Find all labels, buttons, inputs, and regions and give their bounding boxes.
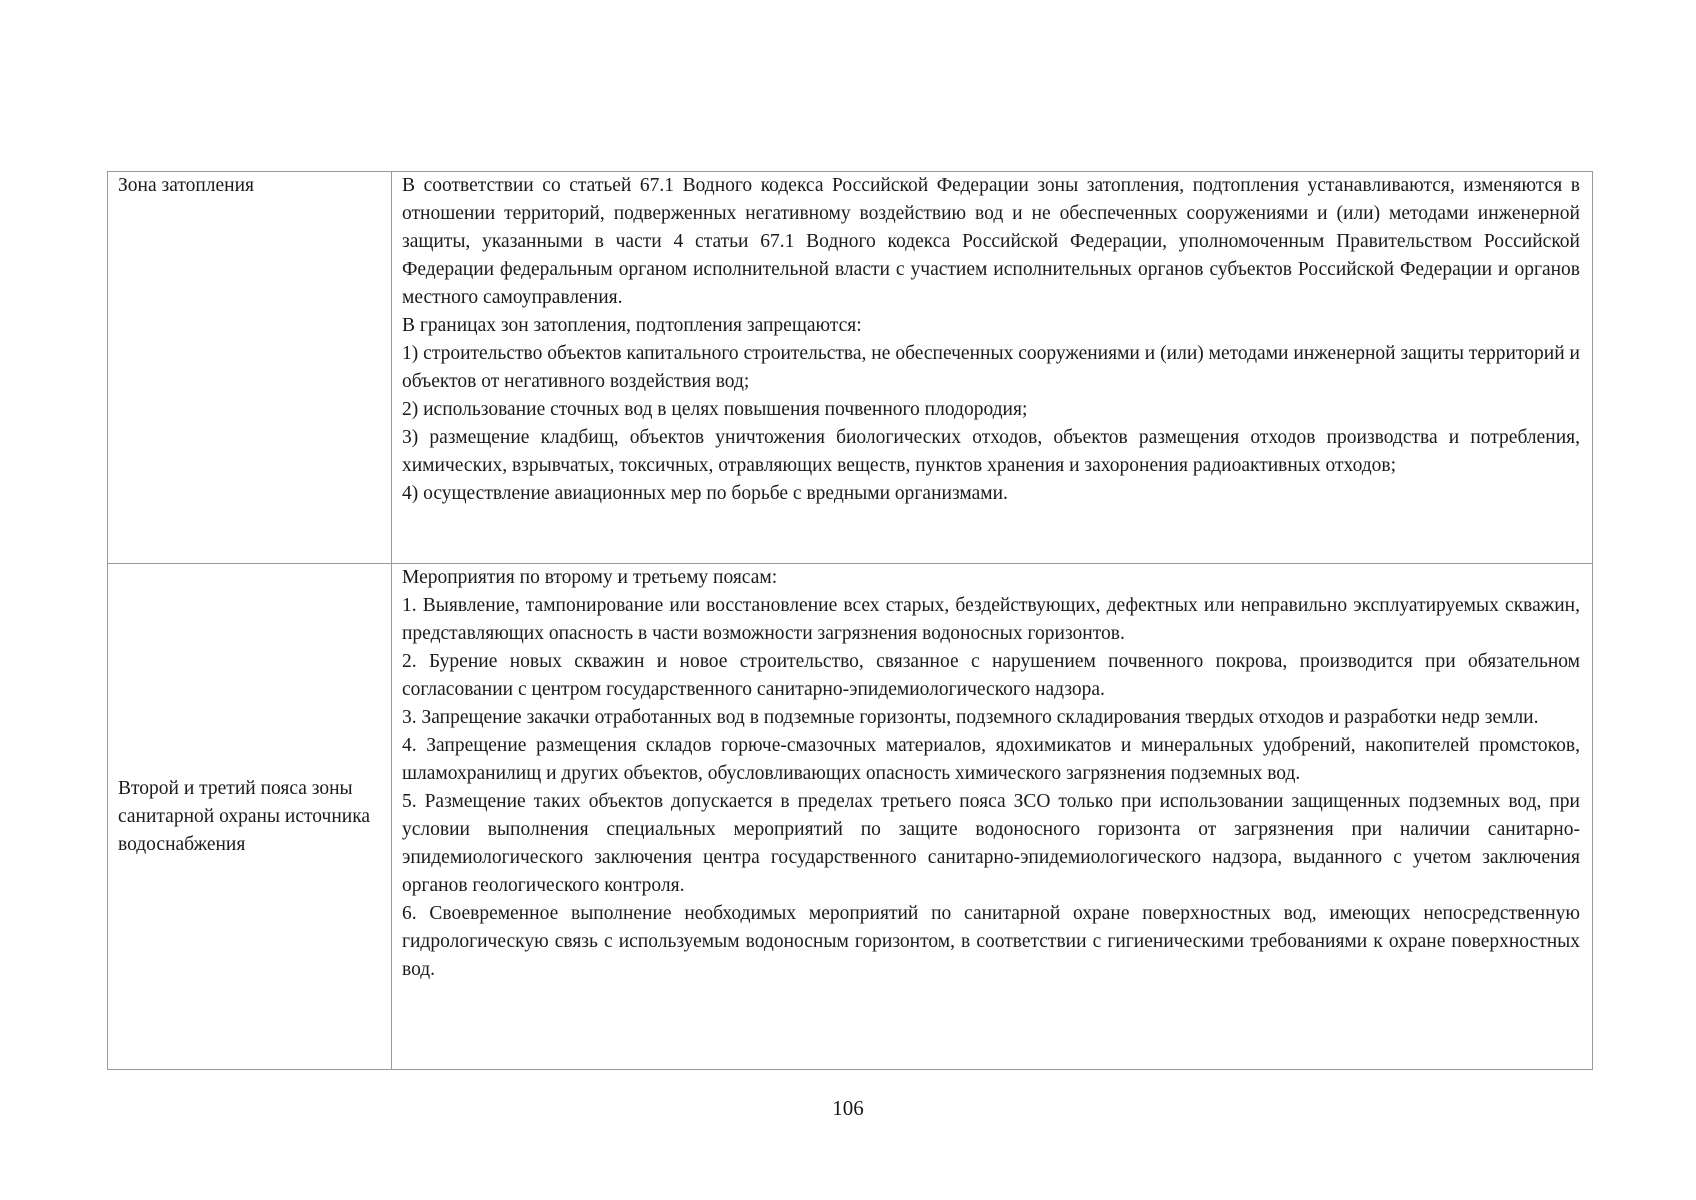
- zone-name: Зона затопления: [118, 175, 255, 196]
- table-row: [108, 564, 1593, 1070]
- zone-name-cell: [108, 172, 392, 564]
- zone-name: Второй и третий пояса зоны санитарной охраны источника водоснабжения: [118, 777, 371, 855]
- page-number: 106: [832, 1096, 864, 1120]
- paragraph: 5. Размещение таких объектов допускается в пределах третьего пояса ЗСО только при использовании защищенных подземных вод, при условии выполнения специальных мероприятий по защите водоносного горизонта от загрязнения при наличии санитарно-эпидемиологического заключения центра государственного санитарно-эпидемиологического надзора, выданного с учетом заключения органов геологического контроля.: [402, 791, 1580, 896]
- paragraph: 1) строительство объектов капитального строительства, не обеспеченных сооружениями и (или) методами инженерной защиты территорий и объектов от негативного воздействия вод;: [402, 343, 1580, 392]
- paragraph: 3. Запрещение закачки отработанных вод в подземные горизонты, подземного складирования твердых отходов и разработки недр земли.: [402, 707, 1539, 728]
- paragraph: 4. Запрещение размещения складов горюче-смазочных материалов, ядохимикатов и минеральных удобрений, накопителей промстоков, шламохранилищ и других объектов, обусловливающих опасность химического загрязнения подземных вод.: [402, 735, 1580, 784]
- zone-name-cell: [108, 564, 392, 1070]
- paragraph: 4) осуществление авиационных мер по борьбе с вредными организмами.: [402, 483, 1008, 504]
- paragraph: Мероприятия по второму и третьему поясам:: [402, 567, 778, 588]
- regulations-table: [107, 171, 1593, 1070]
- paragraph: В соответствии со статьей 67.1 Водного кодекса Российской Федерации зоны затопления, подтопления устанавливаются, изменяются в отношении территорий, подверженных негативному воздействию вод и не обеспеченных сооружениями и (или) методами инженерной защиты, указанными в части 4 статьи 67.1 Водного кодекса Российской Федерации, уполномоченным Правительством Российской Федерации федеральным органом исполнительной власти с участием исполнительных органов субъектов Российской Федерации и органов местного самоуправления.: [402, 175, 1580, 308]
- paragraph: 3) размещение кладбищ, объектов уничтожения биологических отходов, объектов размещения отходов производства и потребления, химических, взрывчатых, токсичных, отравляющих веществ, пунктов хранения и захоронения радиоактивных отходов;: [402, 427, 1580, 476]
- paragraph: 2. Бурение новых скважин и новое строительство, связанное с нарушением почвенного покрова, производится при обязательном согласовании с центром государственного санитарно-эпидемиологического надзора.: [402, 651, 1580, 700]
- paragraph: 1. Выявление, тампонирование или восстановление всех старых, бездействующих, дефектных или неправильно эксплуатируемых скважин, представляющих опасность в части возможности загрязнения водоносных горизонтов.: [402, 595, 1580, 644]
- measures-cell: [392, 564, 1593, 1070]
- paragraph: В границах зон затопления, подтопления запрещаются:: [402, 315, 862, 336]
- table-row: [108, 172, 1593, 564]
- paragraph: 2) использование сточных вод в целях повышения почвенного плодородия;: [402, 399, 1028, 420]
- paragraph: 6. Своевременное выполнение необходимых мероприятий по санитарной охране поверхностных вод, имеющих непосредственную гидрологическую связь с используемым водоносным горизонтом, в соответствии с гигиеническими требованиями к охране поверхностных вод.: [402, 903, 1580, 980]
- restrictions-cell: [392, 172, 1593, 564]
